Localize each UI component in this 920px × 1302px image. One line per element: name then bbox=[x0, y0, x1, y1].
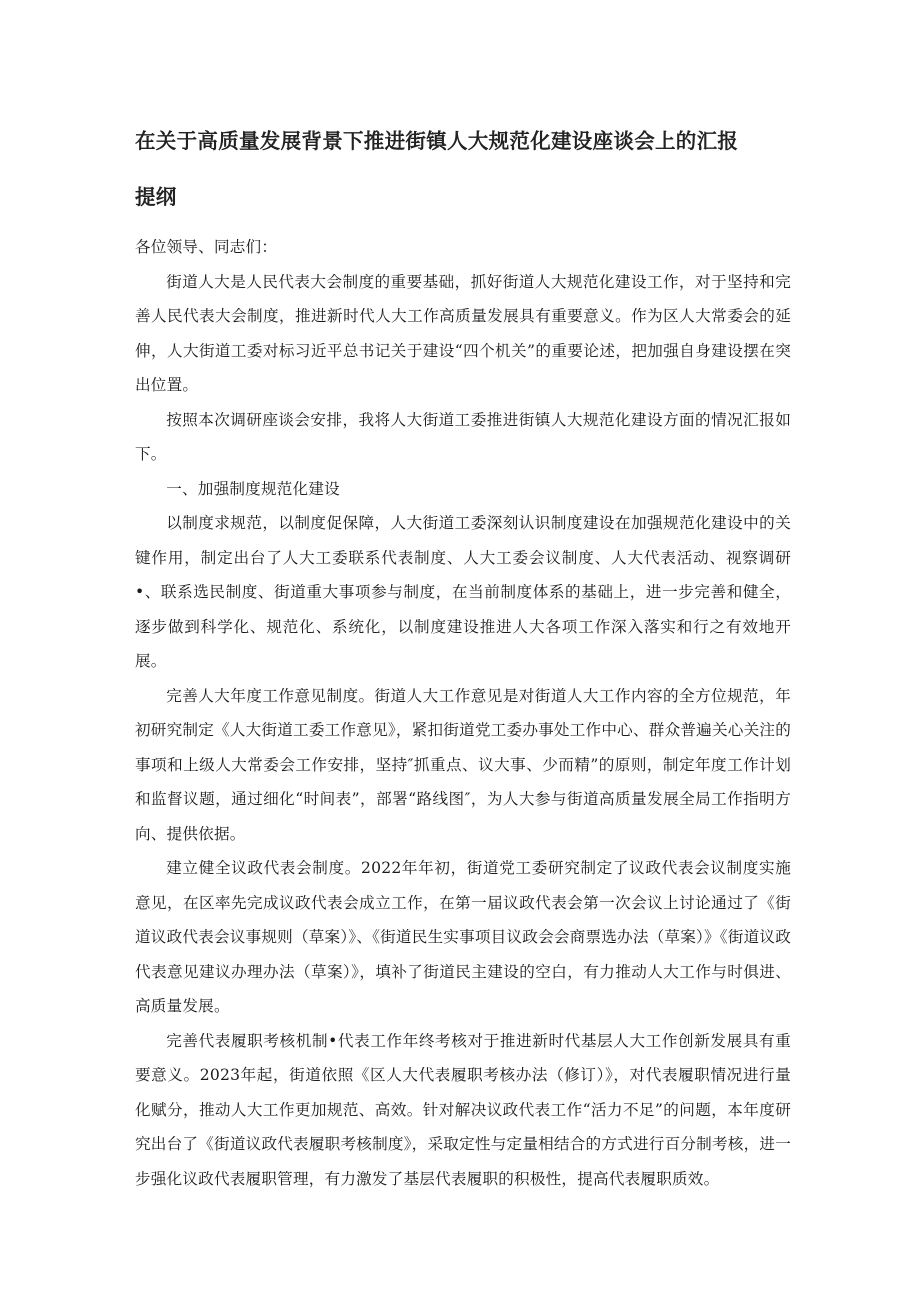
document-title-line-1: 在关于高质量发展背景下推进街镇人大规范化建设座谈会上的汇报 bbox=[135, 129, 739, 153]
paragraph-performance-assessment: 完善代表履职考核机制•代表工作年终考核对于推进新时代基层人大工作创新发展具有重要意义。2023年起，街道依照《区人大代表履职考核办法（修订）》，对代表履职情况进行量化赋分，推动人大工作更加规范、高效。针对解决议政代表工作“活力不足”的问题，本年度研究出台了《街道议政代表履职考核制度》，采取定性与定量相结合的方式进行百分制考核，进一步强化议政代表履职管理，有力激发了基层代表履职的积极性，提高代表履职质效。 bbox=[135, 1031, 791, 1188]
paragraph-annual-opinion: 完善人大年度工作意见制度。街道人大工作意见是对街道人大工作内容的全方位规范，年初研究制定《人大街道工委工作意见》，紧扣街道党工委办事处工作中心、群众普遍关心关注的事项和上级人大常委会工作安排，坚持″抓重点、议大事、少而精”的原则，制定年度工作计划和监督议题，通过细化“时间表”，部署“路线图″，为人大参与街道高质量发展全局工作指明方向、提供依据。 bbox=[135, 686, 791, 843]
paragraph-report-intro: 按照本次调研座谈会安排，我将人大街道工委推进街镇人大规范化建设方面的情况汇报如下。 bbox=[135, 410, 791, 463]
salutation: 各位领导、同志们： bbox=[135, 238, 278, 256]
section-heading-1: 一、加强制度规范化建设 bbox=[166, 479, 340, 498]
paragraph-deliberative-council: 建立健全议政代表会制度。2022年年初，街道党工委研究制定了议政代表会议制度实施意见，在区率先完成议政代表会成立工作，在第一届议政代表会第一次会议上讨论通过了《街道议政代表会议事规则（草案）》、《街道民生实事项目议政会会商票选办法（草案）》《街道议政代表意见建议办理办法（草案）》，填补了街道民主建设的空白，有力推动人大工作与时俱进、高质量发展。 bbox=[135, 859, 791, 1015]
document-title-line-2: 提纲 bbox=[135, 185, 177, 209]
paragraph-system-building: 以制度求规范，以制度促保障，人大街道工委深刻认识制度建设在加强规范化建设中的关键作用，制定出台了人大工委联系代表制度、人大工委会议制度、人大代表活动、视察调研•、联系选民制度、街道重大事项参与制度，在当前制度体系的基础上，进一步完善和健全，逐步做到科学化、规范化、系统化，以制度建设推进人大各项工作深入落实和行之有效地开展。 bbox=[135, 514, 791, 670]
document-body bbox=[135, 230, 791, 1196]
paragraph-intro: 街道人大是人民代表大会制度的重要基础，抓好街道人大规范化建设工作，对于坚持和完善人民代表大会制度，推进新时代人大工作高质量发展具有重要意义。作为区人大常委会的延伸，人大街道工委对标习近平总书记关于建设“四个机关”的重要论述，把加强自身建设摆在突出位置。 bbox=[135, 272, 791, 394]
